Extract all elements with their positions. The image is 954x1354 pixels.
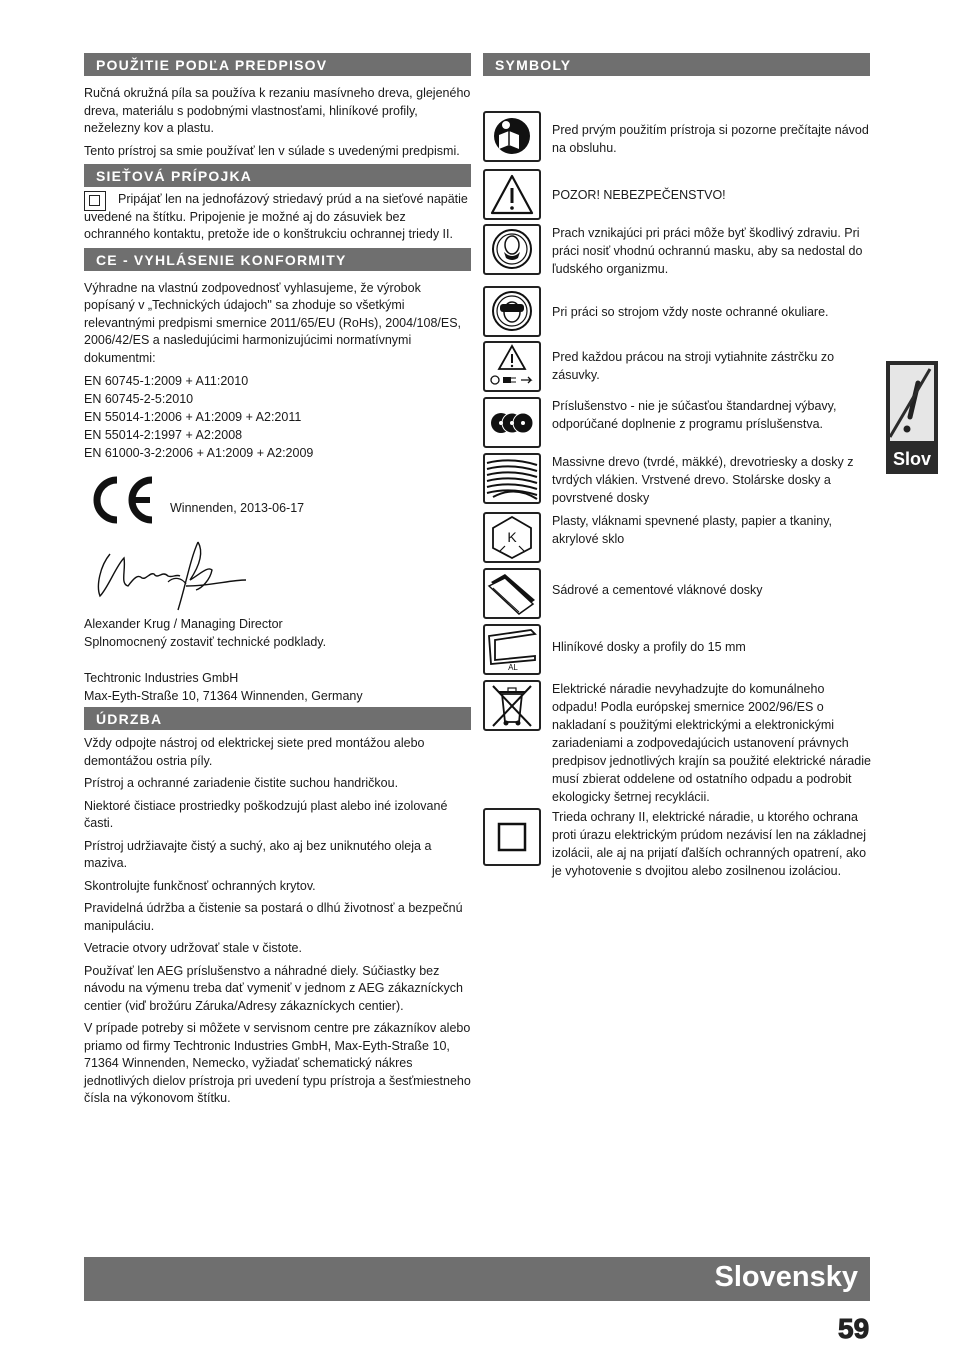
symbol-description: Prach vznikajúci pri práci môže byť škodlivý zdraviu. Pri práci nosiť vhodnú ochrannú masku, aby sa nedostal do ľudského organizmu. <box>552 226 863 276</box>
class-ii-icon <box>483 808 541 866</box>
symbol-description: Hliníkové dosky a profily do 15 mm <box>552 640 746 654</box>
page-number: 59 <box>838 1313 870 1344</box>
class-ii-small-icon <box>84 191 106 211</box>
section-header-ce-declaration: CE - VYHLÁSENIE KONFORMITY <box>84 248 471 271</box>
paragraph: Ručná okružná píla sa používa k rezaniu masívneho dreva, glejeného dreva, materiálu s podobnými vlastnosťami, hliníkové profily, neželezny kov a plastu. <box>84 86 471 135</box>
symbol-description: Pri práci so strojom vždy noste ochranné okuliare. <box>552 305 829 319</box>
ce-block <box>84 470 471 538</box>
symbol-description: Elektrické náradie nevyhadzujte do komunálneho odpadu! Podla európskej smernice 2002/96/ES o nakladaní s použitými elektrickými a elektronickými zariadeniami a zodpovedajúcich ustanovení právnych predpisov jednotlivých krajín sa použité elektrické náradie musí zbierat oddelene od ostatního odpadu a podrobit ekologicky šetrnej recyklácii. <box>552 682 871 804</box>
symbol-description: Pred prvým použitím prístroja si pozorne prečítajte návod na obsluhu. <box>552 123 869 155</box>
signature-icon <box>90 536 260 618</box>
company-address: Max-Eyth-Straße 10, 71364 Winnenden, Germany <box>84 688 363 703</box>
maintenance-paragraph: V prípade potreby si môžete v servisnom centre pre zákazníkov alebo priamo od firmy Techtronic Industries GmbH, Max-Eyth-Straße 10, 71364 Winnenden, Nemecko, vyžiadať schematický nákres jednotlivých dielov prístroja pri uvedení typu prístroja a šesťmiestneho čísla na výkonovom štítku. <box>84 1021 471 1105</box>
al-label: AL <box>508 663 518 672</box>
maintenance-paragraph: Prístroj a ochranné zariadenie čistite suchou handričkou. <box>84 776 399 790</box>
maintenance-paragraph: Pravidelná údržba a čistenie sa postará o dlhú životnosť a bezpečnú manipuláciu. <box>84 901 463 933</box>
signature <box>84 538 471 616</box>
warning-icon <box>483 169 541 220</box>
symbol-description: Massivne drevo (tvrdé, mäkké), drevotriesky a dosky z tvrdých vlákien. Vrstvené drevo. Stolárske dosky a povrstvené dosky <box>552 455 854 505</box>
paragraph: Tento prístroj sa smie používať len v súlade s uvedenými predpismi. <box>84 143 460 158</box>
place-date: Winnenden, 2013-06-17 <box>170 501 305 515</box>
section-header-mains-connection: SIEŤOVÁ PRÍPOJKA <box>84 164 471 187</box>
symbol-description: Plasty, vláknami spevnené plasty, papier a tkaniny, akrylové sklo <box>552 514 833 546</box>
tab-label: Slov <box>892 449 931 469</box>
safety-goggles-icon <box>483 286 541 337</box>
maintenance-paragraph: Skontrolujte funkčnosť ochranných krytov. <box>84 878 316 893</box>
warning-exclamation-icon <box>890 365 934 441</box>
wood-icon <box>483 453 541 504</box>
left-column <box>84 53 471 1108</box>
maintenance-paragraph: Vetracie otvory udržovať stale v čistote. <box>84 941 302 955</box>
unplug-icon <box>483 341 541 392</box>
symbol-description: POZOR! NEBEZPEČENSTVO! <box>552 188 726 202</box>
maintenance-paragraphs <box>84 735 471 1108</box>
section-header-intended-use: POUŽITIE PODĽA PREDPISOV <box>84 53 471 76</box>
ce-mark-icon <box>86 474 156 526</box>
paragraph: Výhradne na vlastnú zodpovednosť vyhlasujeme, že výrobok popísaný v „Technických údajoch" sa zhoduje so všetkými relevantnými predpismi smernice 2011/65/EU (RoHs), 2004/108/ES, 2006/42/ES a nasledujúcimi harmonizujúcimi normatívnymi dokumentmi: <box>84 280 462 365</box>
maintenance-paragraph: Používať len AEG príslušenstvo a náhradné diely. Súčiastky bez návodu na výmenu treba dať vymeniť v jednom z AEG zákazníckych centier (viď brožúru Záruka/Adresy zákazníckych centier). <box>84 963 464 1013</box>
symbol-description: Trieda ochrany II, elektrické náradie, u ktorého ochrana proti úrazu elektrickým prúdom nezávisí len na základnej izolácii, ale aj na prijatí ďalších ochranných opatrení, ako je vyhotovenie s dvojitou alebo zosilnenou izoláciou. <box>552 810 867 878</box>
company-name: Techtronic Industries GmbH <box>84 671 239 685</box>
maintenance-paragraph: Niektoré čistiace prostriedky poškodzujú plast alebo iné izolované časti. <box>84 798 448 830</box>
standards-list: EN 60745-1:2009 + A11:2010 EN 60745-2-5:2010 EN 55014-1:2006 + A1:2009 + A2:2011 EN 55014-2:1997 + A2:2008 EN 61000-3-2:2006 + A1:2009 + A2:2009 <box>84 374 314 460</box>
read-manual-icon <box>483 111 541 162</box>
accessories-icon <box>483 397 541 448</box>
section-header-symbols: SYMBOLY <box>483 53 870 76</box>
signer-name: Alexander Krug / Managing Director <box>84 617 283 631</box>
plastic-icon <box>483 512 541 563</box>
maintenance-paragraph: Prístroj udržiavajte čistý a suchý, ako aj bez uniknutého oleja a maziva. <box>84 838 432 870</box>
k-label: K <box>507 529 517 545</box>
section-header-maintenance: ÚDRZBA <box>84 707 471 730</box>
footer-bar <box>84 1257 870 1301</box>
aluminium-icon <box>483 624 541 675</box>
plasterboard-icon <box>483 568 541 619</box>
maintenance-paragraph: Vždy odpojte nástroj od elektrickej siete pred montážou alebo demontážou ostria píly. <box>84 736 425 768</box>
symbol-description: Sádrové a cementové vláknové dosky <box>552 583 763 597</box>
right-column <box>483 53 871 878</box>
paragraph: Pripájať len na jednofázový striedavý prúd a na sieťové napätie uvedené na štítku. Pripojenie je možné aj do zásuviek bez ochranného kontaktu, pretože ide o konštrukciu ochrannej triedy II. <box>84 192 468 241</box>
authorized-person: Splnomocnený zostaviť technické podklady. <box>84 634 327 649</box>
language-tab <box>886 361 938 474</box>
weee-bin-icon <box>483 680 541 731</box>
footer-language-title: Slovensky <box>714 1261 858 1293</box>
dust-mask-icon <box>483 224 541 275</box>
symbol-description: Príslušenstvo - nie je súčasťou štandardnej výbavy, odporúčané doplnenie z programu príslušenstva. <box>552 399 837 431</box>
symbol-description: Pred každou prácou na stroji vytiahnite zástrčku zo zásuvky. <box>552 350 835 382</box>
